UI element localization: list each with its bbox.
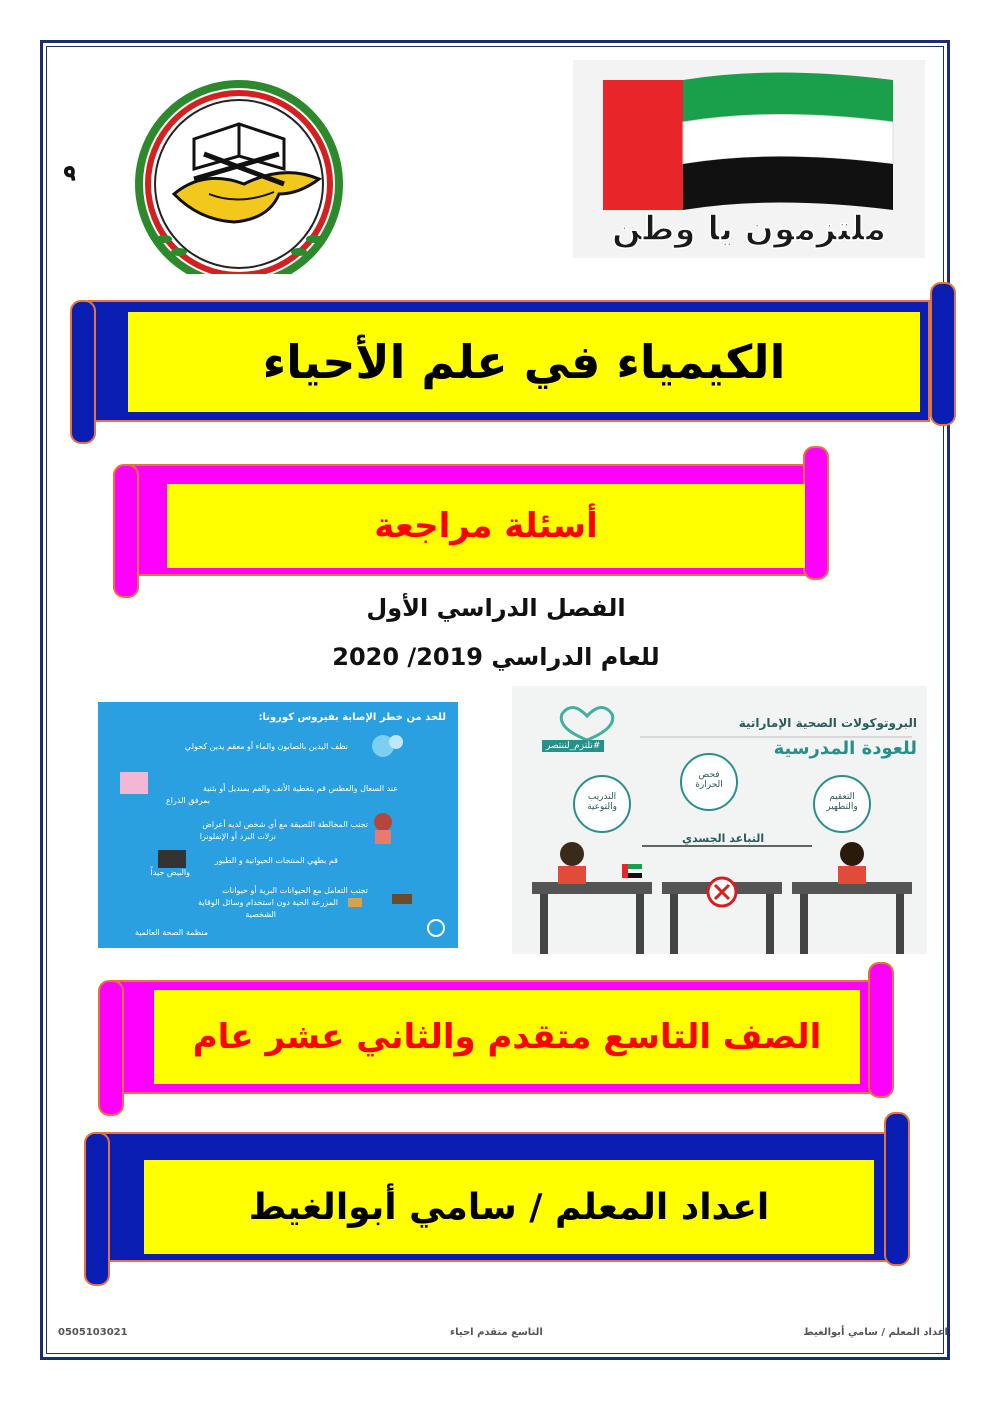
student-girl-icon — [838, 842, 866, 884]
protocol-subheading: للعودة المدرسية — [773, 738, 917, 759]
covid-tip: المزرعة الحية دون استخدام وسائل الوقاية — [198, 898, 338, 907]
covid-prevention-poster — [98, 702, 458, 948]
who-label: منظمة الصحة العالمية — [134, 928, 208, 937]
temperature-label: فحص الحرارة — [695, 770, 723, 790]
no-sign-icon — [708, 878, 736, 906]
covid-tip: قم بطهي المنتجات الحيوانية و الطيور — [214, 856, 338, 865]
covid-tip: نظف اليدين بالصابون والماء أو معقم يدين كحولي — [184, 742, 348, 751]
covid-tip: بمرفق الذراع — [165, 796, 210, 805]
svg-text:مدرسة الراشد الصالح الخاصة - د — [44, 44, 83, 184]
sanitize-label: التعقيم والتطهير — [826, 792, 858, 812]
logo-arc-text: م — [45, 162, 83, 184]
school-protocol-poster — [512, 686, 927, 954]
distance-label: التباعد الجسدي — [682, 832, 765, 845]
desk-right — [792, 882, 912, 954]
student-boy-icon — [558, 842, 586, 884]
grade-banner — [98, 962, 892, 1114]
mask-heart-icon — [561, 707, 612, 740]
flag-icon — [622, 864, 642, 878]
footer-phone: 0505103021 — [58, 1327, 128, 1338]
person-icon — [374, 813, 392, 844]
training-label: التدريب والتوعية — [587, 792, 617, 812]
covid-tip: والبيض جيداً — [150, 868, 190, 877]
school-logo — [44, 44, 444, 274]
review-banner — [113, 446, 827, 596]
covid-tip: تجنب المخالطة اللصيقة مع أي شخص لديه أعراض — [202, 820, 368, 829]
desk-left — [532, 882, 652, 954]
review-label: أسئلة مراجعة — [374, 506, 598, 546]
tissue-icon — [120, 772, 148, 794]
title-banner — [70, 282, 957, 442]
protocol-heading: البروتوكولات الصحية الإماراتية — [738, 716, 917, 730]
term-line-2: للعام الدراسي 2019/ 2020 — [332, 643, 660, 671]
flag-slogan: ملتزمون يا وطن — [611, 209, 887, 249]
main-title: الكيمياء في علم الأحياء — [262, 335, 786, 389]
covid-tip: عند السعال والعطس قم بتغطية الأنف والفم بمنديل أو بثنية — [202, 784, 398, 793]
footer-author: اعداد المعلم / سامي أبوالغيط — [803, 1327, 948, 1338]
animals-icon — [348, 894, 412, 907]
hand-wash-icon — [372, 735, 403, 757]
covid-tip: تجنب التعامل مع الحيوانات البرية أو حيوانات — [222, 886, 368, 895]
hashtag-badge: #نلتزم_لننتصر — [542, 740, 604, 752]
teacher-banner — [84, 1112, 910, 1284]
uae-flag-image — [573, 60, 925, 258]
grade-label: الصف التاسع متقدم والثاني عشر عام — [192, 1017, 822, 1057]
flag-icon — [603, 73, 893, 211]
teacher-label: اعداد المعلم / سامي أبوالغيط — [248, 1186, 770, 1228]
who-logo-icon — [428, 920, 444, 936]
covid-left-heading: للحد من خطر الإصابة بفيروس كورونا: — [258, 712, 446, 723]
footer-course: التاسع متقدم احياء — [450, 1327, 543, 1338]
covid-tip: نزلات البرد أو الإنفلونزا — [199, 832, 276, 841]
term-line-1: الفصل الدراسي الأول — [366, 594, 626, 622]
covid-tip: الشخصية — [245, 910, 276, 919]
pot-icon — [158, 850, 186, 868]
